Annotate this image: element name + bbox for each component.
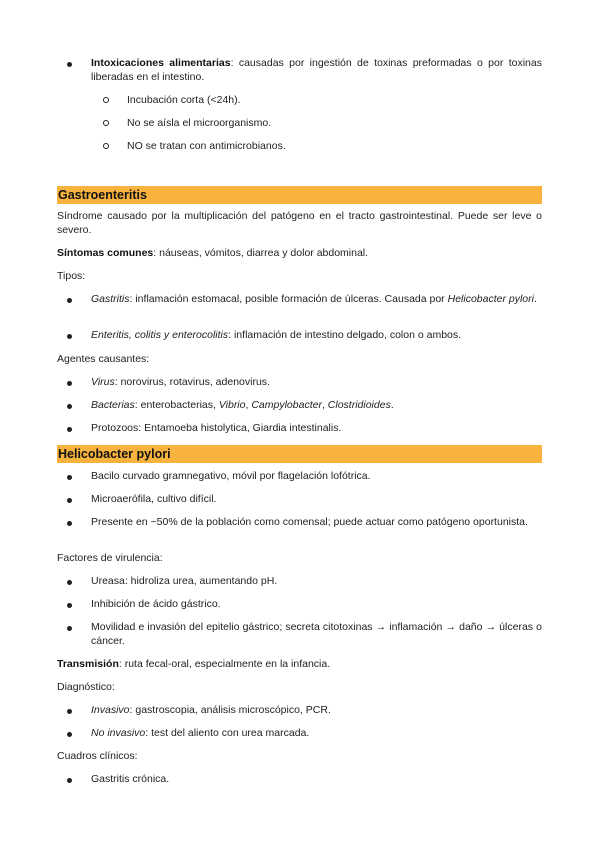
gastro-intro: Síndrome causado por la multiplicación del patógeno en el tracto gastrointestinal. Puede ser leve o severo. bbox=[57, 210, 542, 236]
agente-text: . bbox=[390, 399, 394, 411]
factor-item: Ureasa: hidroliza urea, aumentando pH. bbox=[91, 575, 278, 587]
agente-virus bbox=[91, 375, 270, 389]
bullet-icon bbox=[67, 498, 72, 503]
factor-item: Movilidad e invasión del epitelio gástrico; secreta citotoxinas → inflamación → daño → úlceras o cáncer. bbox=[91, 621, 542, 647]
heading-text: Helicobacter pylori bbox=[58, 447, 171, 461]
agente-text: : enterobacterias, bbox=[134, 399, 219, 411]
cuadro-item: Gastritis crónica. bbox=[91, 773, 170, 785]
term-italic: Gastritis bbox=[91, 293, 130, 305]
hp-item: Bacilo curvado gramnegativo, móvil por flagelación lofótrica. bbox=[91, 470, 371, 482]
tipo-gastritis bbox=[91, 292, 542, 306]
term-italic: Invasivo bbox=[91, 704, 130, 716]
agente-protozoos: Protozoos: Entamoeba histolytica, Giardia intestinalis. bbox=[91, 422, 342, 434]
term-italic: Helicobacter pylori bbox=[447, 293, 534, 305]
tipo-text: . bbox=[533, 293, 537, 305]
tipo-text: : inflamación de intestino delgado, colon o ambos. bbox=[228, 329, 462, 341]
sintomas-text: : náuseas, vómitos, diarrea y dolor abdominal. bbox=[153, 247, 369, 259]
hp-item: Presente en ~50% de la población como comensal; puede actuar como patógeno oportunista. bbox=[91, 516, 528, 528]
bullet-icon bbox=[67, 709, 72, 714]
heading-text: Gastroenteritis bbox=[58, 188, 147, 202]
term-italic: Clostridioides bbox=[327, 399, 391, 411]
diag-no-invasivo bbox=[91, 726, 309, 740]
transmision-term: Transmisión bbox=[57, 658, 119, 670]
intox-subitem: Incubación corta (<24h). bbox=[127, 94, 241, 106]
term-italic: Bacterias bbox=[91, 399, 135, 411]
bullet-icon bbox=[67, 62, 72, 67]
tipo-text: : inflamación estomacal, posible formación de úlceras. Causada por bbox=[129, 293, 448, 305]
bullet-icon bbox=[67, 381, 72, 386]
bullet-icon bbox=[67, 603, 72, 608]
bullet-icon bbox=[67, 778, 72, 783]
circle-bullet-icon bbox=[103, 97, 109, 103]
bullet-icon bbox=[67, 732, 72, 737]
section-heading-helicobacter bbox=[57, 445, 542, 463]
diagnostico-label: Diagnóstico: bbox=[57, 681, 115, 693]
section-heading-gastroenteritis bbox=[57, 186, 542, 204]
term-italic: Campylobacter bbox=[251, 399, 322, 411]
factores-label: Factores de virulencia: bbox=[57, 552, 163, 564]
bullet-icon bbox=[67, 475, 72, 480]
circle-bullet-icon bbox=[103, 143, 109, 149]
hp-item: Microaerófila, cultivo difícil. bbox=[91, 493, 217, 505]
agente-text: , bbox=[321, 399, 328, 411]
factor-item: Inhibición de ácido gástrico. bbox=[91, 598, 221, 610]
agente-bacterias bbox=[91, 398, 394, 412]
intox-term: Intoxicaciones alimentarias bbox=[91, 57, 231, 69]
tipo-enteritis bbox=[91, 328, 461, 342]
diag-text: : gastroscopia, análisis microscópico, PCR. bbox=[129, 704, 331, 716]
circle-bullet-icon bbox=[103, 120, 109, 126]
transmision-paragraph bbox=[57, 657, 330, 671]
term-italic: Enteritis, colitis y enterocolitis bbox=[91, 329, 229, 341]
agente-text: : norovirus, rotavirus, adenovirus. bbox=[114, 376, 270, 388]
intox-subitem: NO se tratan con antimicrobianos. bbox=[127, 140, 286, 152]
bullet-icon bbox=[67, 404, 72, 409]
cuadros-label: Cuadros clínicos: bbox=[57, 750, 138, 762]
tipos-label: Tipos: bbox=[57, 270, 86, 282]
term-italic: Vibrio bbox=[218, 399, 246, 411]
term-italic: Virus bbox=[91, 376, 115, 388]
diag-text: : test del aliento con urea marcada. bbox=[145, 727, 310, 739]
transmision-text: : ruta fecal-oral, especialmente en la infancia. bbox=[118, 658, 331, 670]
intox-text: : causadas por ingestión de toxinas preformadas o por toxinas liberadas en el intestino. bbox=[91, 57, 542, 83]
sintomas-paragraph bbox=[57, 246, 368, 260]
bullet-icon bbox=[67, 334, 72, 339]
agentes-label: Agentes causantes: bbox=[57, 353, 150, 365]
bullet-icon bbox=[67, 580, 72, 585]
diag-invasivo bbox=[91, 703, 331, 717]
sintomas-term: Síntomas comunes bbox=[57, 247, 154, 259]
bullet-icon bbox=[67, 427, 72, 432]
bullet-icon bbox=[67, 298, 72, 303]
bullet-icon bbox=[67, 626, 72, 631]
term-italic: No invasivo bbox=[91, 727, 146, 739]
intox-paragraph bbox=[91, 56, 542, 84]
agente-text: , bbox=[245, 399, 252, 411]
bullet-icon bbox=[67, 521, 72, 526]
intox-subitem: No se aísla el microorganismo. bbox=[127, 117, 272, 129]
